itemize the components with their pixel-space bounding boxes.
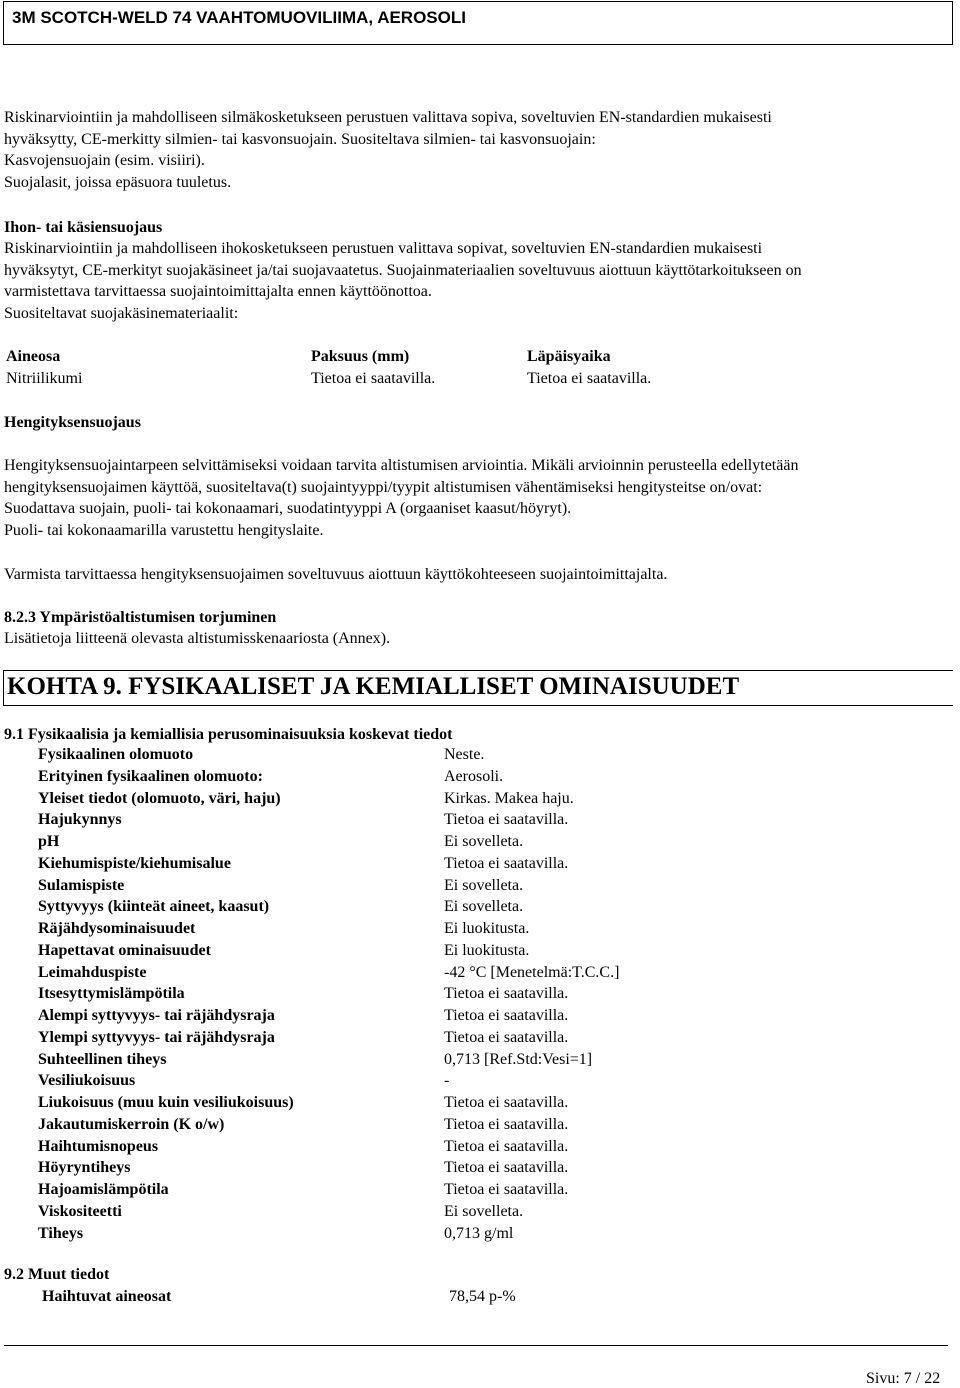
property-label: Vesiliukoisuus [38,1072,136,1090]
property-row [0,833,960,855]
respiratory-note: Varmista tarvittaessa hengityksensuojaimen soveltuvuus aiottuun käyttökohteeseen suojaintoimittajalta. [4,566,668,583]
section-9-title: KOHTA 9. FYSIKAALISET JA KEMIALLISET OMINAISUUDET [7,673,740,700]
property-label: Syttyvyys (kiinteät aineet, kaasut) [38,898,270,916]
property-label: Jakautumiskerroin (K o/w) [38,1115,225,1133]
resp-line: hengityksensuojaimen käyttöä, suositeltava(t) suojaintyyppi/tyypit altistumisen vähentämiseksi hengitysteitse on/ovat: [4,478,763,496]
property-value: Tietoa ei saatavilla. [444,985,569,1003]
property-label: Hapettavat ominaisuudet [38,941,211,959]
property-value: Ei sovelleta. [444,1202,524,1220]
property-row [0,964,960,986]
property-label: Alempi syttyvyys- tai räjähdysraja [38,1007,275,1024]
volatile-value: 78,54 p-% [449,1288,516,1305]
property-value: Tietoa ei saatavilla. [444,811,569,829]
table-header-lapaisyaika: Läpäisyaika [527,348,611,365]
property-label: Hajoamislämpötila [38,1181,169,1198]
property-label: Liukoisuus (muu kuin vesiliukoisuus) [38,1094,294,1111]
property-value: -42 °C [Menetelmä:T.C.C.] [444,963,620,981]
property-value: 0,713 g/ml [444,1224,514,1242]
property-label: Yleiset tiedot (olomuoto, väri, haju) [38,789,281,807]
property-value: Tietoa ei saatavilla. [444,1094,569,1111]
table-cell-material: Nitriilikumi [6,370,83,387]
respiratory-heading: Hengityksensuojaus [4,414,141,431]
eye-protection-text [4,107,772,193]
property-row [0,1072,960,1094]
skin-line: hyväksytyt, CE-merkityt suojakäsineet ja/tai suojavaatetus. Suojainmateriaalien soveltuvuus aiottuun käyttötarkoitukseen on [4,261,802,279]
property-value: Ei sovelleta. [444,833,524,850]
property-label: Erityinen fysikaalinen olomuoto: [38,767,263,785]
footer-rule [4,1345,948,1346]
property-row [0,1116,960,1138]
resp-line: Hengityksensuojaintarpeen selvittämiseksi voidaan tarvita altistumisen arviointia. Mikäli arvioinnin perusteella edellytetään [4,457,799,474]
eye-line: Suojalasit, joissa epäsuora tuuletus. [4,173,232,191]
volatile-label: Haihtuvat aineosat [42,1288,172,1305]
property-row [0,790,960,812]
property-label: Hajukynnys [38,811,122,829]
property-value: Ei luokitusta. [444,920,530,937]
document-title: 3M SCOTCH-WELD 74 VAAHTOMUOVILIIMA, AEROSOLI [12,8,466,27]
subsection-9-1-heading: 9.1 Fysikaalisia ja kemiallisia perusominaisuuksia koskevat tiedot [4,726,453,743]
property-label: Itsesyttymislämpötila [38,985,185,1003]
property-value: - [444,1072,450,1090]
resp-line: Suodattava suojain, puoli- tai kokonaamari, suodatintyyppi A (orgaaniset kaasut/höyryt). [4,500,572,517]
property-row [0,855,960,877]
property-label: Kiehumispiste/kiehumisalue [38,854,231,872]
property-label: Räjähdysominaisuudet [38,920,196,937]
eye-line: Riskinarviointiin ja mahdolliseen silmäkosketukseen perustuen valittava sopiva, soveltuvien EN-standardien mukaisesti [4,109,772,126]
property-value: Tietoa ei saatavilla. [444,1137,569,1155]
property-value: Tietoa ei saatavilla. [444,1159,569,1177]
skin-protection-text [4,238,802,324]
skin-line: Suositeltavat suojakäsinemateriaalit: [4,304,239,322]
property-label: Suhteellinen tiheys [38,1050,167,1068]
skin-heading: Ihon- tai käsiensuojaus [4,219,163,236]
property-row [0,1007,960,1029]
property-label: Leimahduspiste [38,963,147,981]
property-value: Kirkas. Makea haju. [444,789,574,807]
property-row [0,1029,960,1051]
property-value: Ei sovelleta. [444,876,524,894]
property-value: Aerosoli. [444,767,504,785]
property-label: Fysikaalinen olomuoto [38,746,194,763]
property-row [0,1051,960,1073]
header-box [3,1,953,45]
property-label: Viskositeetti [38,1202,122,1220]
table-header-paksuus: Paksuus (mm) [311,348,410,365]
property-row [0,898,960,920]
skin-line: Riskinarviointiin ja mahdolliseen ihokosketukseen perustuen valittava sopivat, soveltuvien EN-standardien mukaisesti [4,240,763,257]
property-row [0,1138,960,1160]
property-label: Tiheys [38,1224,84,1242]
property-row [0,1203,960,1225]
property-row [0,1181,960,1203]
property-row [0,877,960,899]
property-row [0,985,960,1007]
property-label: Höyryntiheys [38,1159,131,1177]
property-row [0,1159,960,1181]
property-value: Tietoa ei saatavilla. [444,1007,569,1024]
page-number: Sivu: 7 / 22 [866,1370,941,1387]
property-row [0,1094,960,1116]
property-label: pH [38,833,60,850]
env-heading: 8.2.3 Ympäristöaltistumisen torjuminen [4,609,277,626]
subsection-9-2-heading: 9.2 Muut tiedot [4,1266,110,1283]
property-label: Sulamispiste [38,876,125,894]
property-label: Ylempi syttyvyys- tai räjähdysraja [38,1028,275,1046]
property-value: Ei sovelleta. [444,898,524,916]
eye-line: hyväksytty, CE-merkitty silmien- tai kasvonsuojain. Suositeltava silmien- tai kasvonsuojain: [4,130,596,148]
property-row [0,746,960,768]
property-row [0,920,960,942]
resp-line: Puoli- tai kokonaamarilla varustettu hengityslaite. [4,521,324,539]
section-9-heading [3,670,953,706]
property-row [0,1225,960,1247]
property-value: Tietoa ei saatavilla. [444,1028,569,1046]
table-header-aineosa: Aineosa [6,348,61,365]
property-value: Ei luokitusta. [444,941,530,959]
eye-line: Kasvojensuojain (esim. visiiri). [4,152,205,169]
skin-line: varmistettava tarvittaessa suojaintoimittajalta ennen käyttöönottoa. [4,283,432,300]
property-value: 0,713 [Ref.Std:Vesi=1] [444,1050,593,1068]
table-cell-breakthrough: Tietoa ei saatavilla. [527,370,652,387]
property-label: Haihtumisnopeus [38,1137,159,1155]
property-row [0,942,960,964]
property-value: Neste. [444,746,485,763]
property-row [0,768,960,790]
property-value: Tietoa ei saatavilla. [444,1115,569,1133]
env-text: Lisätietoja liitteenä olevasta altistumisskenaariosta (Annex). [4,630,391,647]
property-value: Tietoa ei saatavilla. [444,1181,569,1198]
property-row [0,811,960,833]
respiratory-text [4,455,798,541]
property-value: Tietoa ei saatavilla. [444,854,569,872]
table-cell-thickness: Tietoa ei saatavilla. [311,370,436,387]
